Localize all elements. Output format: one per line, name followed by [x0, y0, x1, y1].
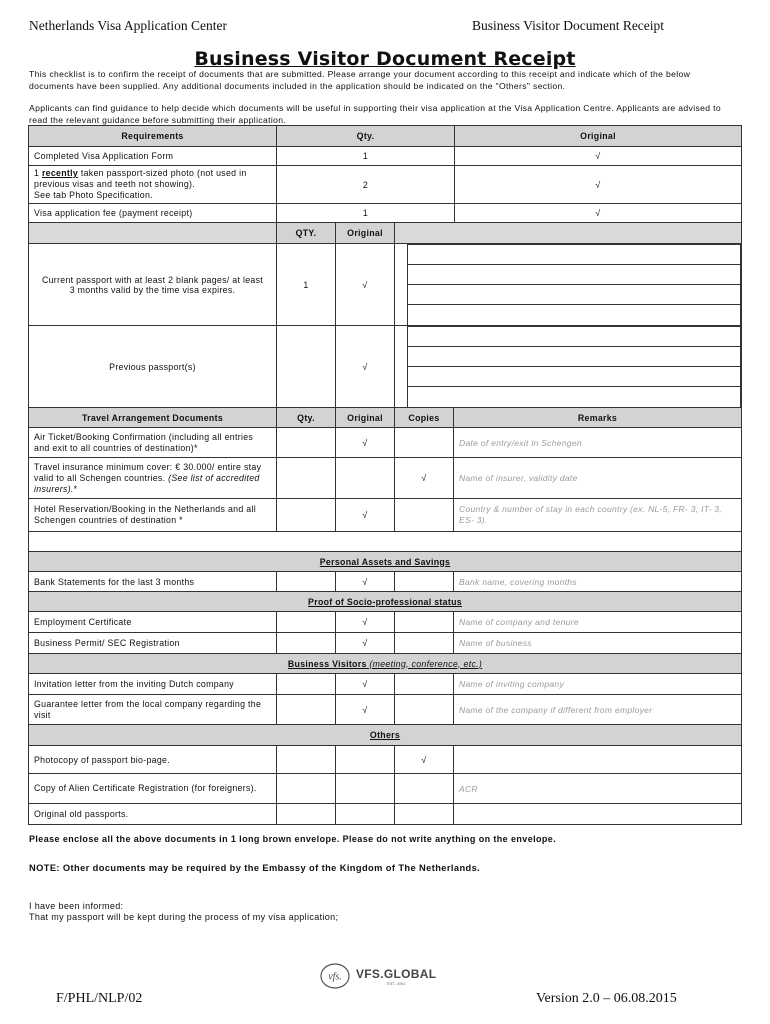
table-row — [29, 746, 742, 774]
passport-header-row — [29, 223, 742, 244]
table-row — [29, 612, 742, 633]
qty-value: 1 — [277, 244, 336, 326]
col-header-original: Original — [336, 223, 395, 244]
informed-line-2: That my passport will be kept during the process of my visa application; — [29, 912, 339, 922]
photo-req-emphasis: recently — [41, 168, 79, 178]
hatched-cell — [29, 223, 277, 244]
intro-paragraph-2: Applicants can find guidance to help decide which documents will be useful in supporting their visa application at the Visa Application Centre. Applicants are advised to read the relevant guidance before submitting their application. — [29, 103, 721, 125]
document-label: Business Permit/ SEC Registration — [29, 633, 277, 654]
table-row — [29, 166, 742, 204]
col-header-original: Original — [336, 408, 395, 428]
original-check: √ — [336, 633, 395, 654]
remark-hint: Name of insurer, validity date — [454, 458, 742, 499]
hatched-cell — [395, 223, 742, 244]
requirement-label — [29, 166, 277, 204]
version-label: Version 2.0 – 06.08.2015 — [536, 991, 677, 1006]
table-row — [29, 774, 742, 804]
logo-subtext: EST. 2001 — [386, 980, 406, 986]
remark-hint: Name of company and tenure — [454, 612, 742, 633]
document-label: Hotel Reservation/Booking in the Netherlands and all Schengen countries of destination * — [29, 499, 277, 532]
col-header-qty: QTY. — [277, 223, 336, 244]
vfs-global-logo — [320, 963, 436, 989]
document-label: Bank Statements for the last 3 months — [29, 572, 277, 592]
original-check: √ — [336, 244, 395, 326]
qty-cell — [277, 695, 336, 725]
table-row — [29, 695, 742, 725]
col-header-copies: Copies — [395, 408, 454, 428]
original-check: √ — [336, 572, 395, 592]
requirement-label: Completed Visa Application Form — [29, 147, 277, 166]
copies-cell — [395, 572, 454, 592]
qty-value: 1 — [277, 147, 455, 166]
remark-hint: Country & number of stay in each country (ex. NL-5, FR- 3, IT- 3, ES- 3). — [454, 499, 742, 532]
original-check — [336, 774, 395, 804]
table-row — [29, 244, 742, 326]
blank-line — [408, 367, 741, 387]
passport-label: Current passport with at least 2 blank pages/ at least 3 months valid by the time visa expires. — [29, 244, 277, 326]
passport-detail-lines — [395, 326, 742, 408]
remark-hint: Name of business — [454, 633, 742, 654]
logo-text: VFS.GLOBAL — [356, 966, 437, 981]
table-row — [29, 458, 742, 499]
qty-cell — [277, 499, 336, 532]
spacer-row — [29, 532, 742, 552]
insurance-link-text: (See list of accredited insurers). — [34, 472, 260, 494]
table-row — [29, 428, 742, 458]
copies-cell — [395, 674, 454, 695]
header-left: Netherlands Visa Application Center — [29, 18, 228, 33]
col-header-qty: Qty. — [277, 126, 455, 147]
col-header-requirements: Requirements — [29, 126, 277, 147]
photo-req-rest: taken passport-sized photo (not used in previous visas and teeth not showing). — [34, 168, 247, 189]
section-title-others: Others — [29, 725, 742, 746]
qty-value — [277, 326, 336, 408]
document-label: Photocopy of passport bio-page. — [29, 746, 277, 774]
requirement-label: Visa application fee (payment receipt) — [29, 204, 277, 223]
copies-cell — [395, 695, 454, 725]
copies-cell — [395, 612, 454, 633]
copies-check — [395, 804, 454, 825]
section-header-row — [29, 592, 742, 612]
blank-line — [408, 347, 741, 367]
original-check: √ — [336, 674, 395, 695]
insurance-text: Travel insurance minimum cover: € 30.000/ entire stay valid to all Schengen countries. — [34, 461, 262, 483]
passport-table — [28, 222, 742, 408]
document-label: Air Ticket/Booking Confirmation (including all entries and exit to all countries of destination)* — [29, 428, 277, 458]
table-row — [29, 147, 742, 166]
business-title-suffix: (meeting, conference, etc.) — [366, 658, 483, 669]
col-header-original: Original — [455, 126, 742, 147]
document-label: Employment Certificate — [29, 612, 277, 633]
travel-documents-table — [28, 407, 742, 825]
table-row — [29, 499, 742, 532]
blank-line — [408, 327, 741, 347]
qty-cell — [277, 774, 336, 804]
qty-value: 1 — [277, 204, 455, 223]
section-header-row — [29, 552, 742, 572]
blank-lines — [407, 326, 741, 407]
table-row — [29, 572, 742, 592]
remark-hint: Date of entry/exit in Schengen — [454, 428, 742, 458]
document-label: Invitation letter from the inviting Dutch company — [29, 674, 277, 695]
original-check: √ — [336, 695, 395, 725]
qty-cell — [277, 674, 336, 695]
original-check — [336, 746, 395, 774]
spacer-cell — [29, 532, 742, 552]
remark-hint: Bank name, covering months — [454, 572, 742, 592]
blank-lines — [407, 244, 741, 325]
copies-cell — [395, 633, 454, 654]
col-header-travel-docs: Travel Arrangement Documents — [29, 408, 277, 428]
passport-detail-lines — [395, 244, 742, 326]
qty-cell — [277, 458, 336, 499]
intro-paragraph-1: This checklist is to confirm the receipt of documents that are submitted. Please arrange your document according to this receipt and indicate which of the below documents have been supplied. Any additional documents included in the application should be indicated on the "Others" section. — [29, 69, 691, 91]
insurance-asterisk: * — [73, 483, 78, 494]
section-title-business — [29, 654, 742, 674]
qty-cell — [277, 633, 336, 654]
svg-text:vfs.: vfs. — [328, 971, 342, 983]
document-label: Copy of Alien Certificate Registration (for foreigners). — [29, 774, 277, 804]
original-check: √ — [336, 326, 395, 408]
remark-hint — [454, 804, 742, 825]
copies-check: √ — [395, 746, 454, 774]
table-row — [29, 204, 742, 223]
document-label — [29, 458, 277, 499]
remark-hint: ACR — [454, 774, 742, 804]
section-header-row — [29, 725, 742, 746]
table-row — [29, 633, 742, 654]
blank-line — [408, 387, 741, 407]
envelope-instruction: Please enclose all the above documents in 1 long brown envelope. Please do not write anything on the envelope. — [29, 834, 557, 844]
remark-hint: Name of the company if different from employer — [454, 695, 742, 725]
section-header-row — [29, 654, 742, 674]
embassy-note: NOTE: Other documents may be required by the Embassy of the Kingdom of The Netherlands. — [29, 863, 481, 873]
header-right: Business Visitor Document Receipt — [472, 18, 665, 33]
copies-check — [395, 774, 454, 804]
requirements-table — [28, 125, 742, 223]
requirements-header-row — [29, 126, 742, 147]
remark-hint: Name of inviting company — [454, 674, 742, 695]
vfs-logo-mark-icon — [320, 963, 350, 989]
copies-check: √ — [395, 458, 454, 499]
table-row — [29, 326, 742, 408]
section-title-assets: Personal Assets and Savings — [29, 552, 742, 572]
form-code: F/PHL/NLP/02 — [56, 991, 143, 1006]
original-check — [336, 804, 395, 825]
document-label: Original old passports. — [29, 804, 277, 825]
section-title-socio: Proof of Socio-professional status — [29, 592, 742, 612]
copies-check — [395, 428, 454, 458]
copies-check — [395, 499, 454, 532]
business-title: Business Visitors — [287, 658, 367, 669]
photo-req-prefix: 1 — [34, 168, 42, 178]
photo-req-line2: See tab Photo Specification. — [34, 190, 153, 200]
informed-line-1: I have been informed: — [29, 901, 124, 911]
original-check — [336, 458, 395, 499]
original-check: √ — [336, 612, 395, 633]
blank-line — [408, 265, 741, 285]
qty-cell — [277, 612, 336, 633]
col-header-qty: Qty. — [277, 408, 336, 428]
original-check: √ — [455, 166, 742, 204]
travel-header-row — [29, 408, 742, 428]
qty-cell — [277, 428, 336, 458]
original-check: √ — [336, 428, 395, 458]
original-check: √ — [336, 499, 395, 532]
original-check: √ — [455, 204, 742, 223]
blank-line — [408, 285, 741, 305]
remark-hint — [454, 746, 742, 774]
original-check: √ — [455, 147, 742, 166]
qty-cell — [277, 804, 336, 825]
qty-cell — [277, 572, 336, 592]
blank-line — [408, 245, 741, 265]
blank-line — [408, 305, 741, 325]
qty-value: 2 — [277, 166, 455, 204]
table-row — [29, 804, 742, 825]
document-label: Guarantee letter from the local company regarding the visit — [29, 695, 277, 725]
passport-label: Previous passport(s) — [29, 326, 277, 408]
page-title: Business Visitor Document Receipt — [194, 48, 576, 70]
col-header-remarks: Remarks — [454, 408, 742, 428]
table-row — [29, 674, 742, 695]
qty-cell — [277, 746, 336, 774]
